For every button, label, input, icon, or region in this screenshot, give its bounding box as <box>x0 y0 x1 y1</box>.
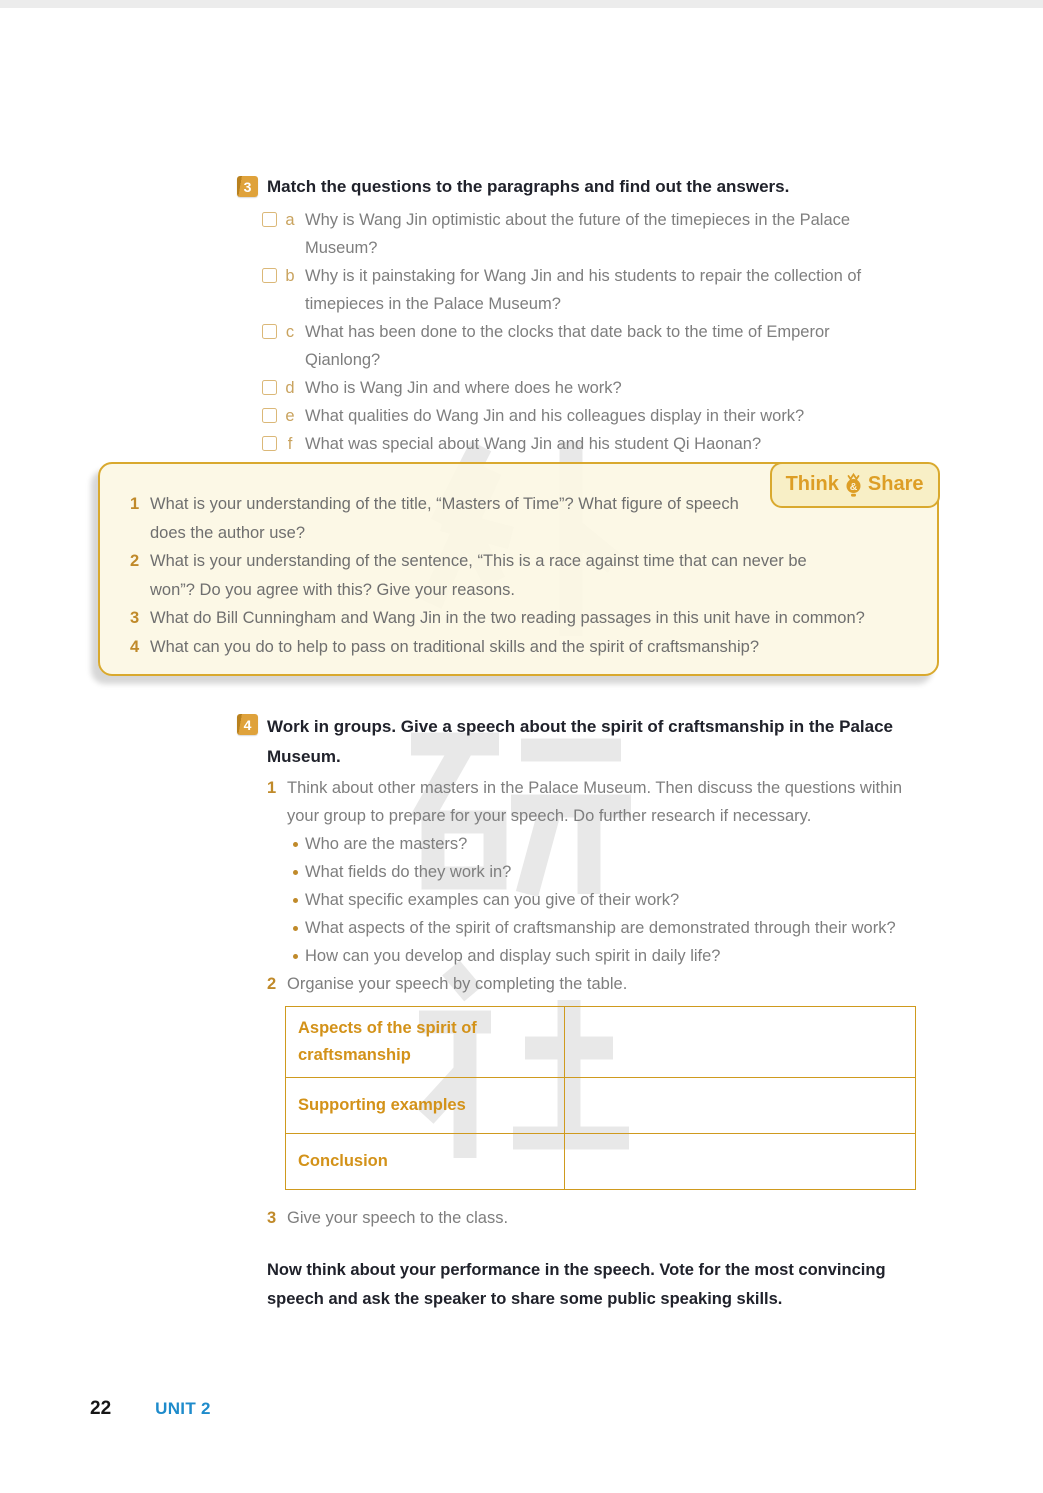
answer-checkbox-e[interactable] <box>262 408 277 423</box>
bullet-item <box>293 886 907 914</box>
table-row-examples <box>286 1078 916 1134</box>
bullet-item <box>293 830 907 858</box>
bullet-dot-icon <box>293 954 298 959</box>
match-question-text-c: What has been done to the clocks that date back to the time of Emperor Qianlong? <box>305 323 830 369</box>
table-row-label: Aspects of the spirit of craftsmanship <box>286 1007 565 1078</box>
think-share-box <box>98 462 939 676</box>
step-number: 3 <box>267 1209 277 1227</box>
lightbulb-ampersand-icon <box>843 472 864 498</box>
svg-text:&: & <box>849 480 858 493</box>
option-letter-a: a <box>285 211 295 229</box>
match-item-e <box>262 402 951 430</box>
match-question-text-d: Who is Wang Jin and where does he work? <box>305 379 622 397</box>
think-share-question-4 <box>130 633 917 662</box>
answer-checkbox-c[interactable] <box>262 324 277 339</box>
option-letter-f: f <box>287 435 293 453</box>
step-2 <box>267 970 951 998</box>
activity-4-header <box>237 712 951 772</box>
bullet-item <box>293 942 907 970</box>
question-number: 3 <box>130 609 140 627</box>
question-number: 2 <box>130 552 140 570</box>
bullet-dot-icon <box>293 926 298 931</box>
activity-4-title: Work in groups. Give a speech about the spirit of craftsmanship in the Palace Museum. <box>267 717 893 766</box>
think-share-question-3 <box>130 604 917 633</box>
activity-3 <box>237 174 951 458</box>
bullet-dot-icon <box>293 870 298 875</box>
bullet-dot-icon <box>293 898 298 903</box>
question-number: 1 <box>130 495 140 513</box>
think-share-question-2 <box>130 547 917 604</box>
match-item-c <box>262 318 951 374</box>
think-share-tab <box>770 462 940 508</box>
answer-checkbox-f[interactable] <box>262 436 277 451</box>
page-footer <box>90 1398 211 1420</box>
activity-3-number-badge: 3 <box>237 176 258 197</box>
match-item-a <box>262 206 951 262</box>
match-item-f <box>262 430 951 458</box>
unit-label: UNIT 2 <box>155 1399 211 1418</box>
bullet-text: What fields do they work in? <box>305 863 512 881</box>
think-label: Think <box>785 473 839 495</box>
option-letter-c: c <box>285 323 295 341</box>
step-1-text: Think about other masters in the Palace Museum. Then discuss the questions within your group to prepare for your speech. Do further research if necessary. <box>287 779 903 825</box>
reflection-note: Now think about your performance in the speech. Vote for the most convincing speech and ask the speaker to share some public speaking skills. <box>267 1261 886 1308</box>
match-question-text-e: What qualities do Wang Jin and his colleagues display in their work? <box>305 407 805 425</box>
question-number: 4 <box>130 637 140 656</box>
match-question-list <box>262 206 951 458</box>
match-item-d <box>262 374 951 402</box>
page-number: 22 <box>90 1398 112 1419</box>
table-fill-in-cell-aspects[interactable] <box>565 1007 916 1078</box>
match-item-b <box>262 262 951 318</box>
match-question-text-f: What was special about Wang Jin and his student Qi Haonan? <box>305 435 762 453</box>
activity-4 <box>237 712 951 1314</box>
bullet-text: What aspects of the spirit of craftsmanship are demonstrated through their work? <box>305 919 896 937</box>
activity-3-header <box>237 174 951 200</box>
question-text: What is your understanding of the sentence, “This is a race against time that can never be won”? Do you agree with this? Give your reasons. <box>150 552 807 599</box>
question-text: What do Bill Cunningham and Wang Jin in the two reading passages in this unit have in common? <box>150 609 865 627</box>
answer-checkbox-b[interactable] <box>262 268 277 283</box>
activity-3-title: Match the questions to the paragraphs and find out the answers. <box>267 177 790 196</box>
match-question-text-a: Why is Wang Jin optimistic about the future of the timepieces in the Palace Museum? <box>305 211 851 257</box>
table-fill-in-cell-conclusion[interactable] <box>565 1134 916 1190</box>
bullet-text: What specific examples can you give of their work? <box>305 891 680 909</box>
table-row-conclusion <box>286 1134 916 1190</box>
option-letter-b: b <box>285 267 295 285</box>
answer-checkbox-d[interactable] <box>262 380 277 395</box>
table-row-label: Conclusion <box>286 1134 565 1190</box>
table-fill-in-cell-examples[interactable] <box>565 1078 916 1134</box>
question-text: What is your understanding of the title, “Masters of Time”? What figure of speech does the author use? <box>150 495 739 542</box>
answer-checkbox-a[interactable] <box>262 212 277 227</box>
bullet-item <box>293 914 907 942</box>
step-1 <box>267 774 951 970</box>
discussion-bullet-list <box>287 830 907 970</box>
speech-plan-table <box>285 1006 916 1190</box>
table-row-aspects <box>286 1007 916 1078</box>
option-letter-d: d <box>285 379 295 397</box>
bullet-dot-icon <box>293 842 298 847</box>
bullet-text: How can you develop and display such spirit in daily life? <box>305 947 721 965</box>
share-label: Share <box>867 473 924 495</box>
table-row-label: Supporting examples <box>286 1078 565 1134</box>
step-3 <box>267 1204 951 1232</box>
step-number: 2 <box>267 975 277 993</box>
activity-4-steps <box>237 774 951 998</box>
question-text: What can you do to help to pass on traditional skills and the spirit of craftsmanship? <box>150 637 759 656</box>
bullet-item <box>293 858 907 886</box>
step-number: 1 <box>267 779 277 797</box>
step-1-body <box>287 774 907 970</box>
step-3-text: Give your speech to the class. <box>287 1209 509 1227</box>
bullet-text: Who are the masters? <box>305 835 468 853</box>
step-2-text: Organise your speech by completing the table. <box>287 975 628 993</box>
activity-4-number-badge: 4 <box>237 714 258 735</box>
match-question-text-b: Why is it painstaking for Wang Jin and his students to repair the collection of timepieces in the Palace Museum? <box>305 267 862 313</box>
option-letter-e: e <box>285 407 295 425</box>
page-top-strip <box>0 0 1043 8</box>
